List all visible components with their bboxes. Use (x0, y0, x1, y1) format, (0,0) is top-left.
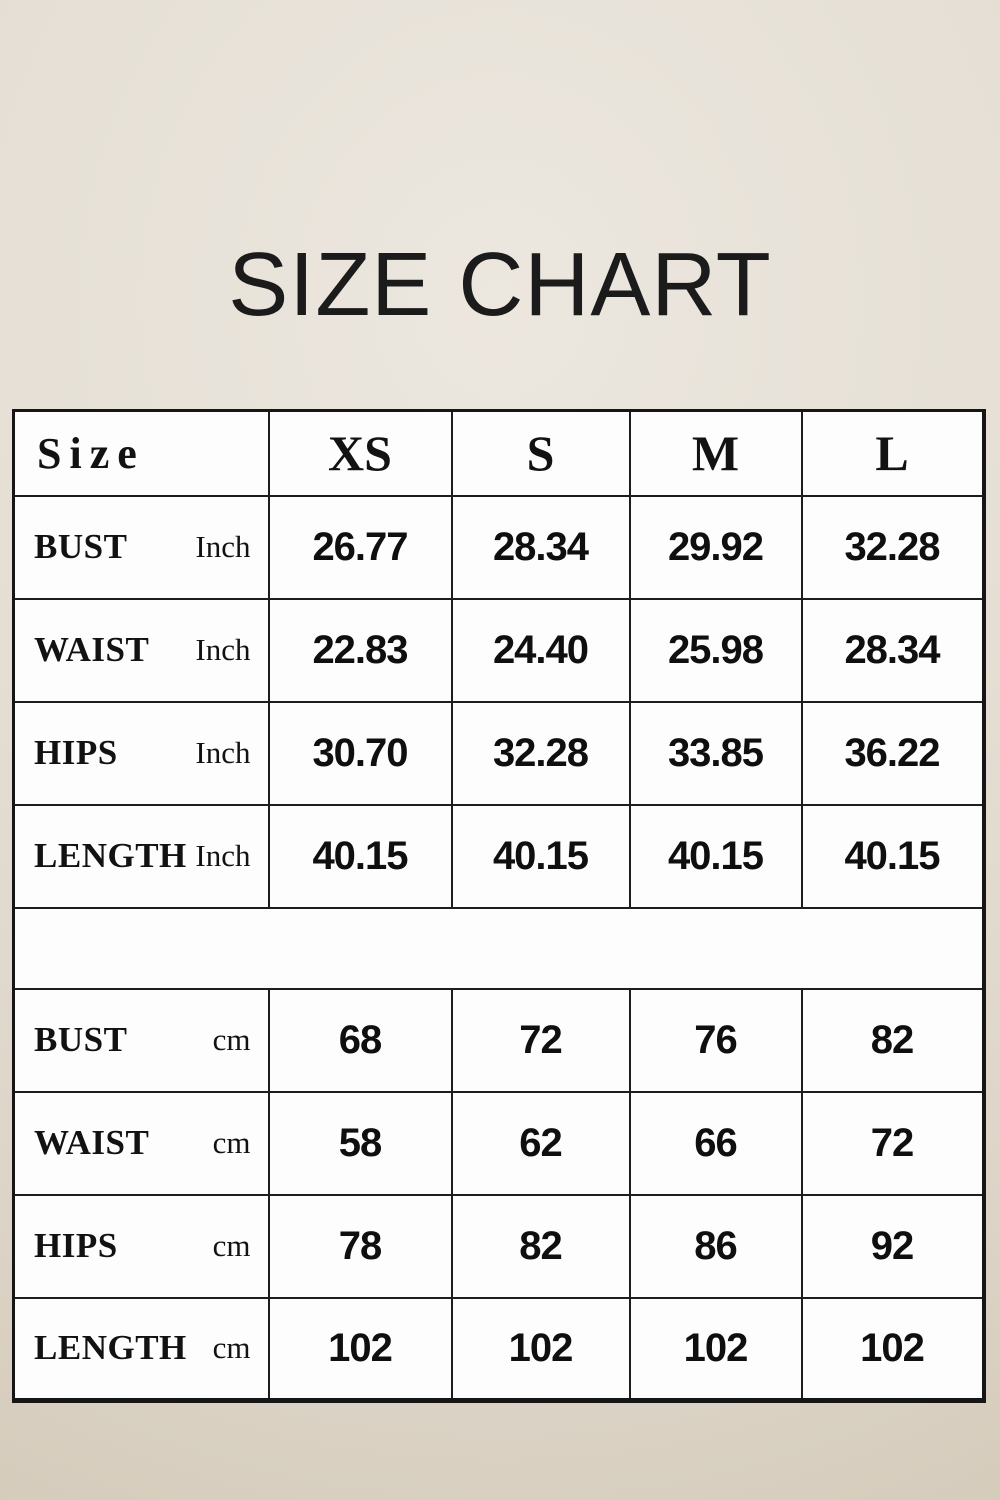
table-row-hips-cm (14, 1195, 984, 1298)
header-cell-xs: XS (269, 411, 452, 496)
header-cell-l: L (802, 411, 984, 496)
value-cell: 102 (630, 1298, 802, 1401)
size-chart-table (12, 409, 986, 1403)
row-unit: Inch (195, 529, 251, 564)
value-cell: 72 (802, 1092, 984, 1195)
row-label: LENGTH (34, 836, 187, 875)
row-unit: Inch (195, 632, 251, 667)
row-unit: cm (212, 1022, 251, 1057)
value-cell: 58 (269, 1092, 452, 1195)
row-header-cell (14, 599, 269, 702)
value-cell: 82 (452, 1195, 630, 1298)
row-header-cell (14, 805, 269, 908)
value-cell: 68 (269, 989, 452, 1092)
value-cell: 28.34 (802, 599, 984, 702)
value-cell: 62 (452, 1092, 630, 1195)
value-cell: 26.77 (269, 496, 452, 599)
row-unit: Inch (195, 838, 251, 873)
page-title: SIZE CHART (228, 235, 772, 335)
value-cell: 28.34 (452, 496, 630, 599)
row-unit: Inch (195, 735, 251, 770)
value-cell: 40.15 (630, 805, 802, 908)
row-label: BUST (34, 527, 128, 566)
table-row-length-cm (14, 1298, 984, 1401)
value-cell: 32.28 (452, 702, 630, 805)
value-cell: 92 (802, 1195, 984, 1298)
value-cell: 102 (269, 1298, 452, 1401)
value-cell: 36.22 (802, 702, 984, 805)
separator-cell (14, 908, 984, 989)
row-label: WAIST (34, 1123, 150, 1162)
value-cell: 102 (802, 1298, 984, 1401)
value-cell: 40.15 (269, 805, 452, 908)
header-size-cell: Size (14, 411, 269, 496)
value-cell: 33.85 (630, 702, 802, 805)
header-cell-m: M (630, 411, 802, 496)
value-cell: 25.98 (630, 599, 802, 702)
value-cell: 102 (452, 1298, 630, 1401)
header-row (14, 411, 984, 496)
table-row-length-inch (14, 805, 984, 908)
value-cell: 22.83 (269, 599, 452, 702)
row-header-cell (14, 702, 269, 805)
value-cell: 30.70 (269, 702, 452, 805)
row-header-cell (14, 1092, 269, 1195)
table-row-waist-inch (14, 599, 984, 702)
value-cell: 78 (269, 1195, 452, 1298)
value-cell: 66 (630, 1092, 802, 1195)
row-label: LENGTH (34, 1328, 187, 1368)
table-row-hips-inch (14, 702, 984, 805)
row-unit: cm (212, 1228, 251, 1263)
value-cell: 40.15 (802, 805, 984, 908)
row-header-cell (14, 1298, 269, 1401)
value-cell: 76 (630, 989, 802, 1092)
value-cell: 72 (452, 989, 630, 1092)
row-label: WAIST (34, 630, 150, 669)
value-cell: 86 (630, 1195, 802, 1298)
row-unit: cm (212, 1125, 251, 1160)
value-cell: 82 (802, 989, 984, 1092)
value-cell: 40.15 (452, 805, 630, 908)
row-header-cell (14, 496, 269, 599)
row-unit: cm (212, 1330, 251, 1366)
row-label: BUST (34, 1020, 128, 1059)
table-row-bust-cm (14, 989, 984, 1092)
value-cell: 32.28 (802, 496, 984, 599)
header-cell-s: S (452, 411, 630, 496)
table-row-bust-inch (14, 496, 984, 599)
row-header-cell (14, 1195, 269, 1298)
value-cell: 29.92 (630, 496, 802, 599)
table-row-waist-cm (14, 1092, 984, 1195)
separator-row (14, 908, 984, 989)
value-cell: 24.40 (452, 599, 630, 702)
row-label: HIPS (34, 733, 118, 772)
row-label: HIPS (34, 1226, 118, 1265)
row-header-cell (14, 989, 269, 1092)
